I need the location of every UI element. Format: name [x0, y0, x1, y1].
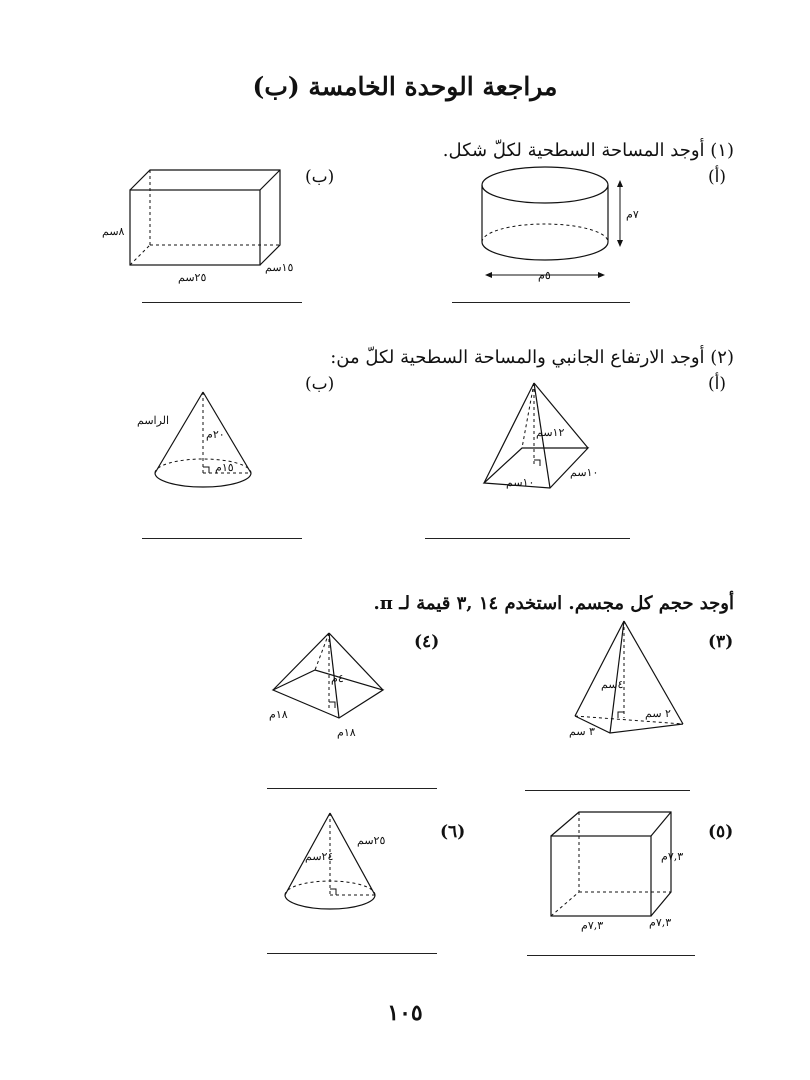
answer-line-5 — [527, 955, 695, 956]
cone-figure — [135, 388, 265, 498]
pyramid-height-label: ١٢سم — [536, 426, 565, 439]
prism-figure — [100, 165, 305, 285]
q6-cone-figure — [275, 810, 405, 915]
q4-pyramid-figure — [265, 630, 395, 745]
answer-line-1b — [142, 302, 302, 303]
cylinder-diameter-label: ٥م — [538, 269, 551, 282]
q1-prompt: (١) أوجد المساحة السطحية لكلّ شكل. — [442, 140, 734, 161]
page-title: مراجعة الوحدة الخامسة (ب) — [252, 72, 558, 101]
q5-edge-h-label: ٧,٣م — [661, 850, 684, 863]
answer-line-4 — [267, 788, 437, 789]
answer-line-6 — [267, 953, 437, 954]
answer-line-1a — [452, 302, 630, 303]
q6-height-label: ٢٤سم — [305, 850, 334, 863]
cone-radius-label: ١٥م — [215, 461, 234, 474]
q2-prompt: (٢) أوجد الارتفاع الجانبي والمساحة السطحية لكلّ من: — [330, 347, 734, 368]
q3-base-edge-label: ٣ سم — [569, 725, 595, 738]
cylinder-figure — [470, 160, 640, 295]
q6-label: (٦) — [440, 822, 466, 842]
q3-height-label: ٤سم — [601, 678, 624, 691]
q6-slant-label: ٢٥سم — [357, 834, 386, 847]
answer-line-2a — [425, 538, 630, 539]
page-number: ١٠٥ — [387, 1000, 423, 1026]
q2-a-label: (أ) — [708, 374, 727, 394]
q2-b-label: (ب) — [305, 374, 335, 394]
cone-slant-label: ٢٠م — [206, 428, 225, 441]
cone-apex-label: الراسم — [137, 414, 170, 427]
pyramid-figure — [478, 378, 598, 498]
q4-height-label: ٤م — [331, 672, 344, 685]
q1-b-label: (ب) — [305, 167, 335, 187]
q3-base-side-label: ٢ سم — [645, 707, 671, 720]
volume-prompt: أوجد حجم كل مجسم. استخدم ١٤ ,٣ قيمة لـ π. — [373, 593, 734, 614]
q5-cube-figure — [545, 808, 695, 933]
prism-length-label: ٢٥سم — [178, 271, 207, 284]
q5-label: (٥) — [708, 822, 734, 842]
pyramid-depth-label: ١٠سم — [570, 466, 599, 479]
prism-width-label: ١٥سم — [265, 261, 294, 274]
answer-line-3 — [525, 790, 690, 791]
q4-side-a-label: ١٨م — [269, 708, 288, 721]
q3-label: (٣) — [708, 632, 734, 652]
q4-label: (٤) — [414, 632, 440, 652]
prism-height-label: ٨سم — [102, 225, 125, 238]
q5-edge-w-label: ٧,٣م — [581, 919, 604, 932]
q3-pyramid-figure — [565, 618, 690, 743]
q5-edge-d-label: ٧,٣م — [649, 916, 672, 929]
pyramid-side-label: ١٠سم — [506, 476, 535, 489]
q4-side-b-label: ١٨م — [337, 726, 356, 739]
answer-line-2b — [142, 538, 302, 539]
q1-a-label: (أ) — [708, 167, 727, 187]
cylinder-height-label: ٧م — [626, 208, 639, 221]
